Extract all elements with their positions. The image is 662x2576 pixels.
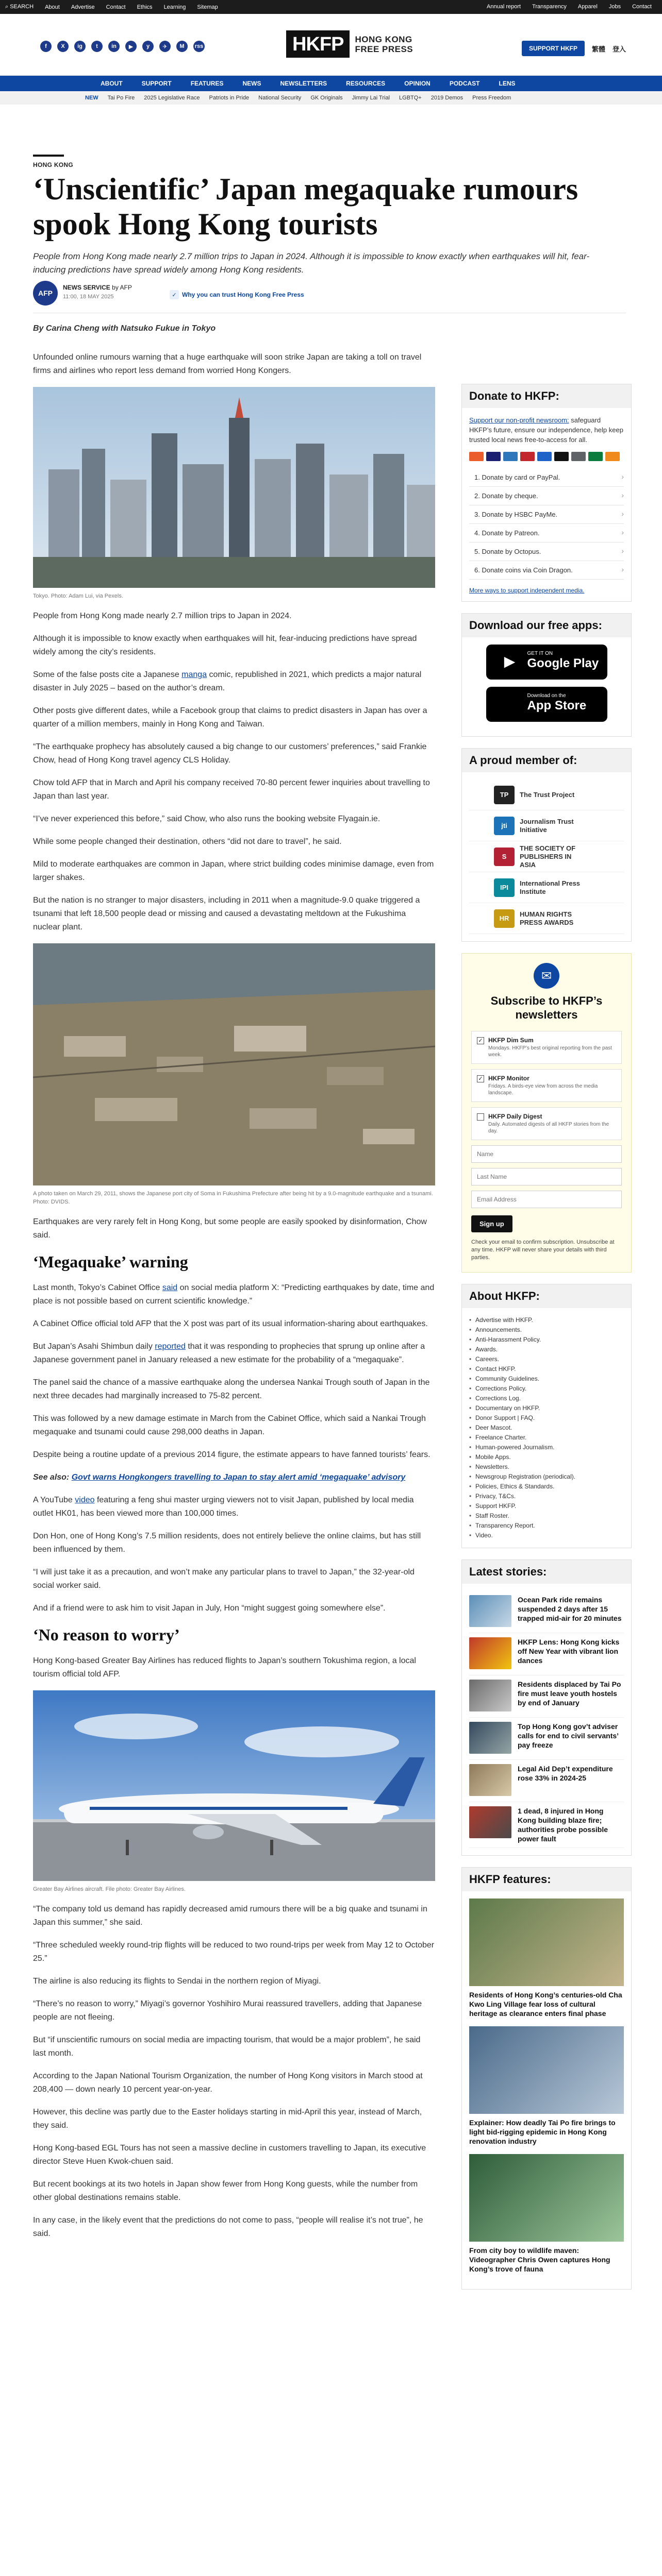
- story-thumbnail: [469, 1680, 511, 1711]
- logo-line: FREE PRESS: [355, 44, 413, 54]
- paragraph: “The company told us demand has rapidly decreased amid rumours there will be a big quake and tsunami in Japan this summer,” she said.: [33, 1905, 427, 1927]
- topbar-link[interactable]: Apparel: [577, 4, 598, 10]
- social-links: [40, 41, 205, 52]
- paragraph: However, this decline was partly due to the Easter holidays starting in mid-April this year, instead of March, they said.: [33, 2108, 422, 2130]
- facebook-icon[interactable]: f: [40, 41, 52, 52]
- instagram-icon[interactable]: ig: [74, 41, 86, 52]
- story-title: Ocean Park ride remains suspended 2 days after 15 trapped mid-air for 20 minutes: [518, 1596, 622, 1622]
- paragraph: A Cabinet Office official told AFP that the X post was part of its usual information-sharing about earthquakes.: [33, 1319, 428, 1328]
- jti-logo: jti: [494, 817, 515, 835]
- text-run: Last month, Tokyo’s Cabinet Office: [33, 1283, 162, 1292]
- about-link[interactable]: • Corrections Policy.: [469, 1384, 624, 1394]
- topbar-link[interactable]: Advertise: [71, 4, 95, 10]
- site-logo[interactable]: [286, 30, 413, 58]
- nav-item-resources[interactable]: RESOURCES: [346, 80, 386, 87]
- donate-intro: [469, 415, 624, 445]
- support-hkfp-button[interactable]: SUPPORT HKFP: [522, 41, 585, 56]
- badge-small-text: Download on the: [527, 693, 566, 699]
- donate-option[interactable]: 5. Donate by Octopus. ›: [469, 543, 624, 561]
- about-link[interactable]: • Support HKFP.: [469, 1501, 624, 1511]
- paragraph: Mild to moderate earthquakes are common in Japan, where strict building codes minimise damage, even from larger shakes.: [33, 860, 434, 882]
- paragraph: In any case, in the likely event that the predictions do not come to pass, “people will realise it’s not true”, he said.: [33, 2216, 423, 2238]
- story-item[interactable]: [469, 1718, 624, 1760]
- about-link[interactable]: • Community Guidelines.: [469, 1374, 624, 1384]
- tokyo-photo: [33, 387, 435, 588]
- mastercard-icon: [469, 452, 484, 461]
- about-link[interactable]: • Careers.: [469, 1354, 624, 1364]
- about-link[interactable]: • Deer Mascot.: [469, 1423, 624, 1433]
- discover-icon: [605, 452, 620, 461]
- story-title: Residents displaced by Tai Po fire must leave youth hostels by end of January: [518, 1680, 621, 1707]
- paragraph: According to the Japan National Tourism Organization, the number of Hong Kong visitors in March stood at 208,400 — down nearly 10 percent year-on-year.: [33, 2072, 423, 2094]
- story-thumbnail: [469, 1637, 511, 1669]
- paragraph: And if a friend were to ask him to visit Japan in July, Hon “might suggest going somewhere else”.: [33, 1604, 386, 1613]
- topbar-link[interactable]: Ethics: [137, 4, 153, 10]
- asahi-link[interactable]: reported: [155, 1342, 186, 1351]
- mastodon-icon[interactable]: M: [176, 41, 188, 52]
- nav-item-about[interactable]: ABOUT: [101, 80, 123, 87]
- search-link[interactable]: ⌕ SEARCH: [5, 4, 34, 10]
- main-nav: [0, 76, 662, 91]
- mail-icon: ✉: [534, 963, 559, 989]
- about-link[interactable]: • Freelance Charter.: [469, 1433, 624, 1443]
- paragraph: But recent bookings at its two hotels in Japan show fewer from Hong Kong guests, while the number from other global destinations remains stable.: [33, 2180, 418, 2202]
- about-title: About HKFP:: [462, 1284, 631, 1308]
- about-link[interactable]: • Donor Support | FAQ.: [469, 1413, 624, 1423]
- about-widget: [461, 1284, 632, 1548]
- paragraph: Hong Kong-based EGL Tours has not seen a massive decline in customers travelling to Japan, its executive director Steve Huen Kwok-chuen said.: [33, 2144, 426, 2166]
- paragraph: But the nation is no stranger to major disasters, including in 2011 when a magnitude-9.0 quake triggered a tsunami that left 18,500 people dead or missing and caused a devastating meltdown at the Fukushima nuclear plant.: [33, 896, 420, 931]
- member-name: International Press Institute: [520, 879, 581, 895]
- member-title: A proud member of:: [462, 749, 631, 772]
- ticker-item[interactable]: GK Originals: [310, 95, 343, 101]
- ticker-item[interactable]: Patriots in Pride: [209, 95, 250, 101]
- about-link[interactable]: • Staff Roster.: [469, 1511, 624, 1521]
- jcb-icon: [588, 452, 603, 461]
- paragraph: [33, 668, 435, 695]
- latest-widget: [461, 1560, 632, 1856]
- figure-caption: Tokyo. Photo: Adam Lui, via Pexels.: [33, 593, 123, 599]
- sidebar: [461, 384, 632, 2301]
- more-ways-link[interactable]: More ways to support independent media.: [469, 587, 585, 594]
- text-run: that it was responding to prophecies that sprung up online after a Japanese government panel in January released a new estimate for the probability of a “megaquake”.: [33, 1342, 425, 1364]
- about-link[interactable]: • Advertise with HKFP.: [469, 1315, 624, 1325]
- newsletter-option-title: HKFP Dim Sum: [488, 1037, 534, 1044]
- donate-option[interactable]: 4. Donate by Patreon. ›: [469, 524, 624, 543]
- about-link[interactable]: • Awards.: [469, 1345, 624, 1354]
- ticker-item[interactable]: 2025 Legislative Race: [144, 95, 200, 101]
- member-item[interactable]: [469, 779, 624, 810]
- member-item[interactable]: [469, 841, 624, 872]
- shield-icon: ✓: [170, 290, 179, 299]
- nav-item-opinion[interactable]: OPINION: [404, 80, 431, 87]
- paragraph: Chow told AFP that in March and April his company received 70-80 percent fewer inquiries about travelling to Japan than last year.: [33, 778, 430, 801]
- figure-caption: A photo taken on March 29, 2011, shows the Japanese port city of Soma in Fukushima Prefecture after being hit by a 9.0-magnitude earthquake and a tsunami. Photo: DVIDS.: [33, 1191, 433, 1205]
- donate-option[interactable]: 3. Donate by HSBC PayMe. ›: [469, 505, 624, 524]
- member-item[interactable]: [469, 810, 624, 841]
- story-item[interactable]: [469, 1675, 624, 1718]
- ipi-logo: IPI: [494, 878, 515, 897]
- youtube-video-link[interactable]: video: [75, 1496, 95, 1504]
- top-utility-bar: [0, 0, 662, 14]
- section-heading: ‘No reason to worry’: [33, 1625, 180, 1644]
- newsletter-option[interactable]: [471, 1069, 622, 1102]
- about-link[interactable]: • Transparency Report.: [469, 1521, 624, 1531]
- latest-title: Latest stories:: [462, 1560, 631, 1584]
- sopa-logo: S: [494, 848, 515, 866]
- byline-author[interactable]: by AFP: [112, 284, 132, 291]
- paragraph: The airline is also reducing its flights to Sendai in the northern region of Miyagi.: [33, 1977, 321, 1986]
- newsletter-note: Check your email to confirm subscription. Unsubscribe at any time. HKFP will never share your details with third parties.: [471, 1239, 615, 1261]
- paragraph: “I will just take it as a precaution, and won’t make any particular plans to travel to Japan,” the 32-year-old social worker said.: [33, 1568, 415, 1590]
- topbar-link[interactable]: About: [45, 4, 60, 10]
- linkedin-icon[interactable]: in: [108, 41, 120, 52]
- paragraph: Although it is impossible to know exactly when earthquakes will hit, fear-inducing predictions have spread widely among the city’s residents.: [33, 634, 417, 656]
- story-thumbnail: [469, 1806, 511, 1838]
- story-thumbnail: [469, 1764, 511, 1796]
- text-run: comic, republished in 2021, which predicts a major natural disaster in July 2025 – based on the author’s dream.: [33, 670, 422, 692]
- bluesky-icon[interactable]: y: [142, 41, 154, 52]
- story-thumbnail: [469, 1595, 511, 1627]
- donate-title: Donate to HKFP:: [462, 384, 631, 408]
- donate-option[interactable]: 2. Donate by cheque. ›: [469, 487, 624, 505]
- visa-icon: [486, 452, 501, 461]
- google-play-button[interactable]: [486, 645, 607, 680]
- figure-fukushima: [33, 943, 435, 1206]
- donate-option[interactable]: 1. Donate by card or PayPal. ›: [469, 468, 624, 487]
- newsletter-option-desc: Mondays. HKFP’s best original reporting from the past week.: [488, 1045, 612, 1058]
- member-name: Journalism Trust Initiative: [520, 817, 574, 834]
- paragraph: [33, 1340, 435, 1367]
- text-run: Some of the false posts cite a Japanese: [33, 670, 182, 679]
- story-item[interactable]: [469, 1802, 624, 1848]
- newsletter-option-desc: Daily. Automated digests of all HKFP stories from the day.: [488, 1122, 609, 1134]
- about-list: [469, 1315, 624, 1540]
- paragraph: “The earthquake prophecy has absolutely caused a big change to our customers’ preferences,” said Frankie Chow, head of Hong Kong travel agency CLS Holiday.: [33, 742, 427, 765]
- apps-title: Download our free apps:: [462, 614, 631, 637]
- story-title: HKFP Lens: Hong Kong kicks off New Year with vibrant lion dances: [518, 1638, 620, 1665]
- kicker-rule: [33, 155, 64, 157]
- story-title: Legal Aid Dep’t expenditure rose 33% in 2024-25: [518, 1765, 613, 1782]
- paragraph: [33, 1494, 435, 1520]
- story-title: 1 dead, 8 injured in Hong Kong building blaze fire; authorities probe possible power fault: [518, 1807, 608, 1843]
- threads-icon[interactable]: t: [91, 41, 103, 52]
- email-input[interactable]: [471, 1191, 622, 1208]
- about-link[interactable]: • Anti-Harassment Policy.: [469, 1335, 624, 1345]
- article-byline: By Carina Cheng with Natsuko Fukue in Tokyo: [33, 324, 216, 333]
- ticker-item[interactable]: Jimmy Lai Trial: [352, 95, 390, 101]
- paragraph: But “if unscientific rumours on social media are impacting tourism, that would be a major problem”, he said last month.: [33, 2036, 421, 2058]
- text-run: A YouTube: [33, 1496, 75, 1504]
- about-link[interactable]: • Announcements.: [469, 1325, 624, 1335]
- topbar-link[interactable]: Sitemap: [197, 4, 218, 10]
- story-title: Top Hong Kong gov’t adviser calls for end to civil servants’ pay freeze: [518, 1722, 619, 1749]
- about-link[interactable]: • Documentary on HKFP.: [469, 1403, 624, 1413]
- paragraph: Despite being a routine update of a previous 2014 figure, the estimate appears to have fanned tourists’ fears.: [33, 1450, 431, 1459]
- rss-icon[interactable]: rss: [193, 41, 205, 52]
- paragraph: “I’ve never experienced this before,” said Chow, who also runs the booking website Flyagain.ie.: [33, 815, 380, 823]
- see-also: [33, 1471, 435, 1484]
- ticker-item[interactable]: National Security: [258, 95, 302, 101]
- new-badge: NEW: [85, 95, 98, 101]
- newsletter-option-desc: Fridays. A birds-eye view from across the media landscape.: [488, 1083, 598, 1096]
- topbar-link[interactable]: Contact: [106, 4, 126, 10]
- badge-big-text: Google Play: [527, 656, 599, 670]
- donate-widget: [461, 384, 632, 602]
- about-link[interactable]: • Video.: [469, 1531, 624, 1540]
- story-item[interactable]: [469, 1760, 624, 1802]
- article-headline: ‘Unscientific’ Japan megaquake rumours spook Hong Kong tourists: [33, 172, 578, 241]
- login-link[interactable]: 登入: [612, 45, 626, 53]
- newsletter-option[interactable]: [471, 1107, 622, 1140]
- paragraph: “There’s no reason to worry,” Miyagi’s governor Yoshihiro Murai reassured travellers, adding that Japanese people are not fleeing.: [33, 1999, 422, 2022]
- newsletter-option-title: HKFP Daily Digest: [488, 1113, 542, 1120]
- paragraph: Don Hon, one of Hong Kong’s 7.5 million residents, does not entirely believe the online claims, but has still been influenced by them.: [33, 1532, 421, 1554]
- last-name-input[interactable]: [471, 1168, 622, 1185]
- newsletter-option[interactable]: [471, 1031, 622, 1064]
- cabinet-office-link[interactable]: said: [162, 1283, 178, 1292]
- features-widget: [461, 1867, 632, 2290]
- ticker-item[interactable]: 2019 Demos: [431, 95, 464, 101]
- figure-caption: Greater Bay Airlines aircraft. File photo: Greater Bay Airlines.: [33, 1886, 186, 1892]
- byline-block: [33, 281, 626, 307]
- ticker-item[interactable]: Press Freedom: [472, 95, 511, 101]
- feature-image: [469, 2026, 624, 2114]
- feature-item[interactable]: [469, 2026, 624, 2146]
- member-item[interactable]: [469, 872, 624, 903]
- member-item[interactable]: [469, 903, 624, 934]
- features-title: HKFP features:: [462, 1868, 631, 1891]
- story-item[interactable]: [469, 1633, 624, 1675]
- figure-aircraft: [33, 1690, 435, 1893]
- paragraph: “Three scheduled weekly round-trip flights will be reduced to two round-trips per week from May 12 to October 25.”: [33, 1941, 435, 1963]
- article-category[interactable]: HONG KONG: [33, 161, 74, 168]
- member-name: THE SOCIETY OF PUBLISHERS IN ASIA: [520, 844, 576, 869]
- unionpay-icon: [520, 452, 535, 461]
- topbar-link[interactable]: Annual report: [487, 4, 521, 10]
- member-name: The Trust Project: [520, 790, 575, 799]
- telegram-icon[interactable]: ✈: [159, 41, 171, 52]
- paragraph: People from Hong Kong made nearly 2.7 million trips to Japan in 2024.: [33, 612, 292, 620]
- nav-item-podcast[interactable]: PODCAST: [449, 80, 480, 87]
- about-link[interactable]: • Contact HKFP.: [469, 1364, 624, 1374]
- about-link[interactable]: • Corrections Log.: [469, 1394, 624, 1403]
- paypal-icon: [537, 452, 552, 461]
- topbar-link[interactable]: Jobs: [608, 4, 621, 10]
- app-store-button[interactable]: [486, 687, 607, 722]
- feature-title: Explainer: How deadly Tai Po fire brings to light bid-rigging epidemic in Hong Kong renovation industry: [469, 2119, 616, 2145]
- about-link[interactable]: • Mobile Apps.: [469, 1452, 624, 1462]
- signup-button[interactable]: Sign up: [471, 1215, 512, 1232]
- logo-wordmark: [355, 35, 413, 54]
- trust-link[interactable]: [170, 290, 304, 299]
- language-toggle[interactable]: 繁體: [591, 45, 605, 53]
- nav-item-features[interactable]: FEATURES: [190, 80, 224, 87]
- googlepay-icon: [571, 452, 586, 461]
- author-avatar[interactable]: AFP: [33, 281, 58, 306]
- byline-source: NEWS SERVICE: [63, 284, 110, 291]
- paragraph: The panel said the chance of a massive earthquake along the undersea Nankai Trough south of Japan in the next three decades had marginally increased to 75-82 percent.: [33, 1378, 430, 1400]
- about-link[interactable]: • Newsgroup Registration (periodical).: [469, 1472, 624, 1482]
- ticker-item[interactable]: LGBTQ+: [399, 95, 422, 101]
- donate-intro-text: safeguard HKFP’s future, ensure our independence, help keep trusted local news free-to-access for all.: [469, 416, 623, 444]
- paragraph: Earthquakes are very rarely felt in Hong Kong, but some people are easily spooked by disinformation, Chow said.: [33, 1217, 427, 1240]
- feature-title: From city boy to wildlife maven: Videographer Chris Owen captures Hong Kong’s trove of fauna: [469, 2246, 610, 2273]
- nav-item-support[interactable]: SUPPORT: [141, 80, 172, 87]
- publish-date: 11:00, 18 MAY 2025: [63, 294, 114, 300]
- aircraft-photo: [33, 1690, 435, 1881]
- paragraph: Hong Kong-based Greater Bay Airlines has reduced flights to Japan’s southern Tokushima region, a local tourism official told AFP.: [33, 1656, 416, 1679]
- youtube-icon[interactable]: ▶: [125, 41, 137, 52]
- member-name: HUMAN RIGHTS PRESS AWARDS: [520, 910, 574, 926]
- see-also-label: See also:: [33, 1473, 72, 1482]
- logo-mark: HKFP: [286, 30, 350, 58]
- story-thumbnail: [469, 1722, 511, 1754]
- name-input[interactable]: [471, 1145, 622, 1163]
- badge-big-text: App Store: [527, 699, 587, 713]
- about-link[interactable]: • Newsletters.: [469, 1462, 624, 1472]
- about-link[interactable]: • Privacy, T&Cs.: [469, 1492, 624, 1501]
- newsletter-widget: [461, 953, 632, 1273]
- feature-image: [469, 1899, 624, 1986]
- fukushima-photo: [33, 943, 435, 1185]
- text-run: featuring a feng shui master urging viewers not to visit Japan, published by local media outlet HK01, has been viewed more than 100,000 times.: [33, 1496, 414, 1518]
- newsletter-title: Subscribe to HKFP’s newsletters: [490, 994, 603, 1021]
- see-also-link[interactable]: Govt warns Hongkongers travelling to Japan to stay alert amid ‘megaquake’ advisory: [71, 1473, 406, 1482]
- search-label: SEARCH: [10, 4, 34, 10]
- donate-intro-link[interactable]: Support our non-profit newsroom:: [469, 416, 569, 424]
- apple-icon: [501, 694, 519, 713]
- hrpa-logo: HR: [494, 909, 515, 928]
- checkbox-unchecked[interactable]: [477, 1113, 484, 1121]
- amex-icon: [503, 452, 518, 461]
- payment-cards: [469, 452, 624, 461]
- nav-item-news[interactable]: NEWS: [242, 80, 261, 87]
- member-widget: [461, 748, 632, 942]
- trust-project-logo: TP: [494, 786, 515, 804]
- nav-item-lens[interactable]: LENS: [499, 80, 516, 87]
- donate-option[interactable]: 6. Donate coins via Coin Dragon. ›: [469, 561, 624, 580]
- logo-line: HONG KONG: [355, 34, 412, 44]
- site-header: [0, 14, 662, 76]
- about-link[interactable]: • Human-powered Journalism.: [469, 1443, 624, 1452]
- nav-item-newsletters[interactable]: NEWSLETTERS: [280, 80, 327, 87]
- x-icon[interactable]: X: [57, 41, 69, 52]
- checkbox-checked[interactable]: ✓: [477, 1075, 484, 1082]
- paragraph: Other posts give different dates, while a Facebook group that claims to predict disasters in Japan has over a quarter of a million members, mainly in Hong Kong and Taiwan.: [33, 706, 427, 728]
- badge-small-text: GET IT ON: [527, 651, 553, 656]
- newsletter-option-title: HKFP Monitor: [488, 1075, 529, 1082]
- topbar-link[interactable]: Transparency: [532, 4, 567, 10]
- story-item[interactable]: [469, 1591, 624, 1633]
- feature-item[interactable]: [469, 1899, 624, 2018]
- text-run: on social media platform X: “Predicting earthquakes by date, time and place is not possible based on current scientific knowledge.”: [33, 1283, 435, 1306]
- paragraph: This was followed by a new damage estimate in March from the Cabinet Office, which said a Nankai Trough megaquake and tsunami could cause 298,000 deaths in Japan.: [33, 1414, 426, 1436]
- article-dek: People from Hong Kong made nearly 2.7 million trips to Japan in 2024. Although it is impossible to know exactly when earthquakes will hit, fear-inducing predictions have spread widely among Hong Kong residents.: [33, 251, 590, 275]
- apps-widget: [461, 613, 632, 737]
- ticker-item[interactable]: Tai Po Fire: [107, 95, 135, 101]
- about-link[interactable]: • Policies, Ethics & Standards.: [469, 1482, 624, 1492]
- google-play-icon: ▶: [504, 653, 516, 669]
- article-body: [33, 322, 435, 2250]
- topbar-link[interactable]: Learning: [163, 4, 186, 10]
- figure-tokyo: [33, 387, 435, 600]
- topbar-link[interactable]: Contact: [632, 4, 652, 10]
- manga-link[interactable]: manga: [181, 670, 207, 679]
- paragraph: Unfounded online rumours warning that a huge earthquake will soon strike Japan are taking a toll on travel firms and airlines who report less demand from worried Hong Kongers.: [33, 353, 422, 375]
- text-run: But Japan’s Asahi Shimbun daily: [33, 1342, 155, 1351]
- trust-link-label: Why you can trust Hong Kong Free Press: [182, 291, 304, 298]
- topic-ticker: [0, 91, 662, 105]
- section-heading: ‘Megaquake’ warning: [33, 1252, 188, 1271]
- paragraph: While some people changed their destination, others “did not dare to travel”, he said.: [33, 837, 342, 846]
- feature-title: Residents of Hong Kong’s centuries-old Cha Kwo Ling Village fear loss of cultural heritage as clearance enters final phase: [469, 1991, 622, 2018]
- feature-image: [469, 2154, 624, 2242]
- checkbox-checked[interactable]: ✓: [477, 1037, 484, 1044]
- feature-item[interactable]: [469, 2154, 624, 2274]
- paragraph: [33, 1281, 435, 1308]
- applepay-icon: [554, 452, 569, 461]
